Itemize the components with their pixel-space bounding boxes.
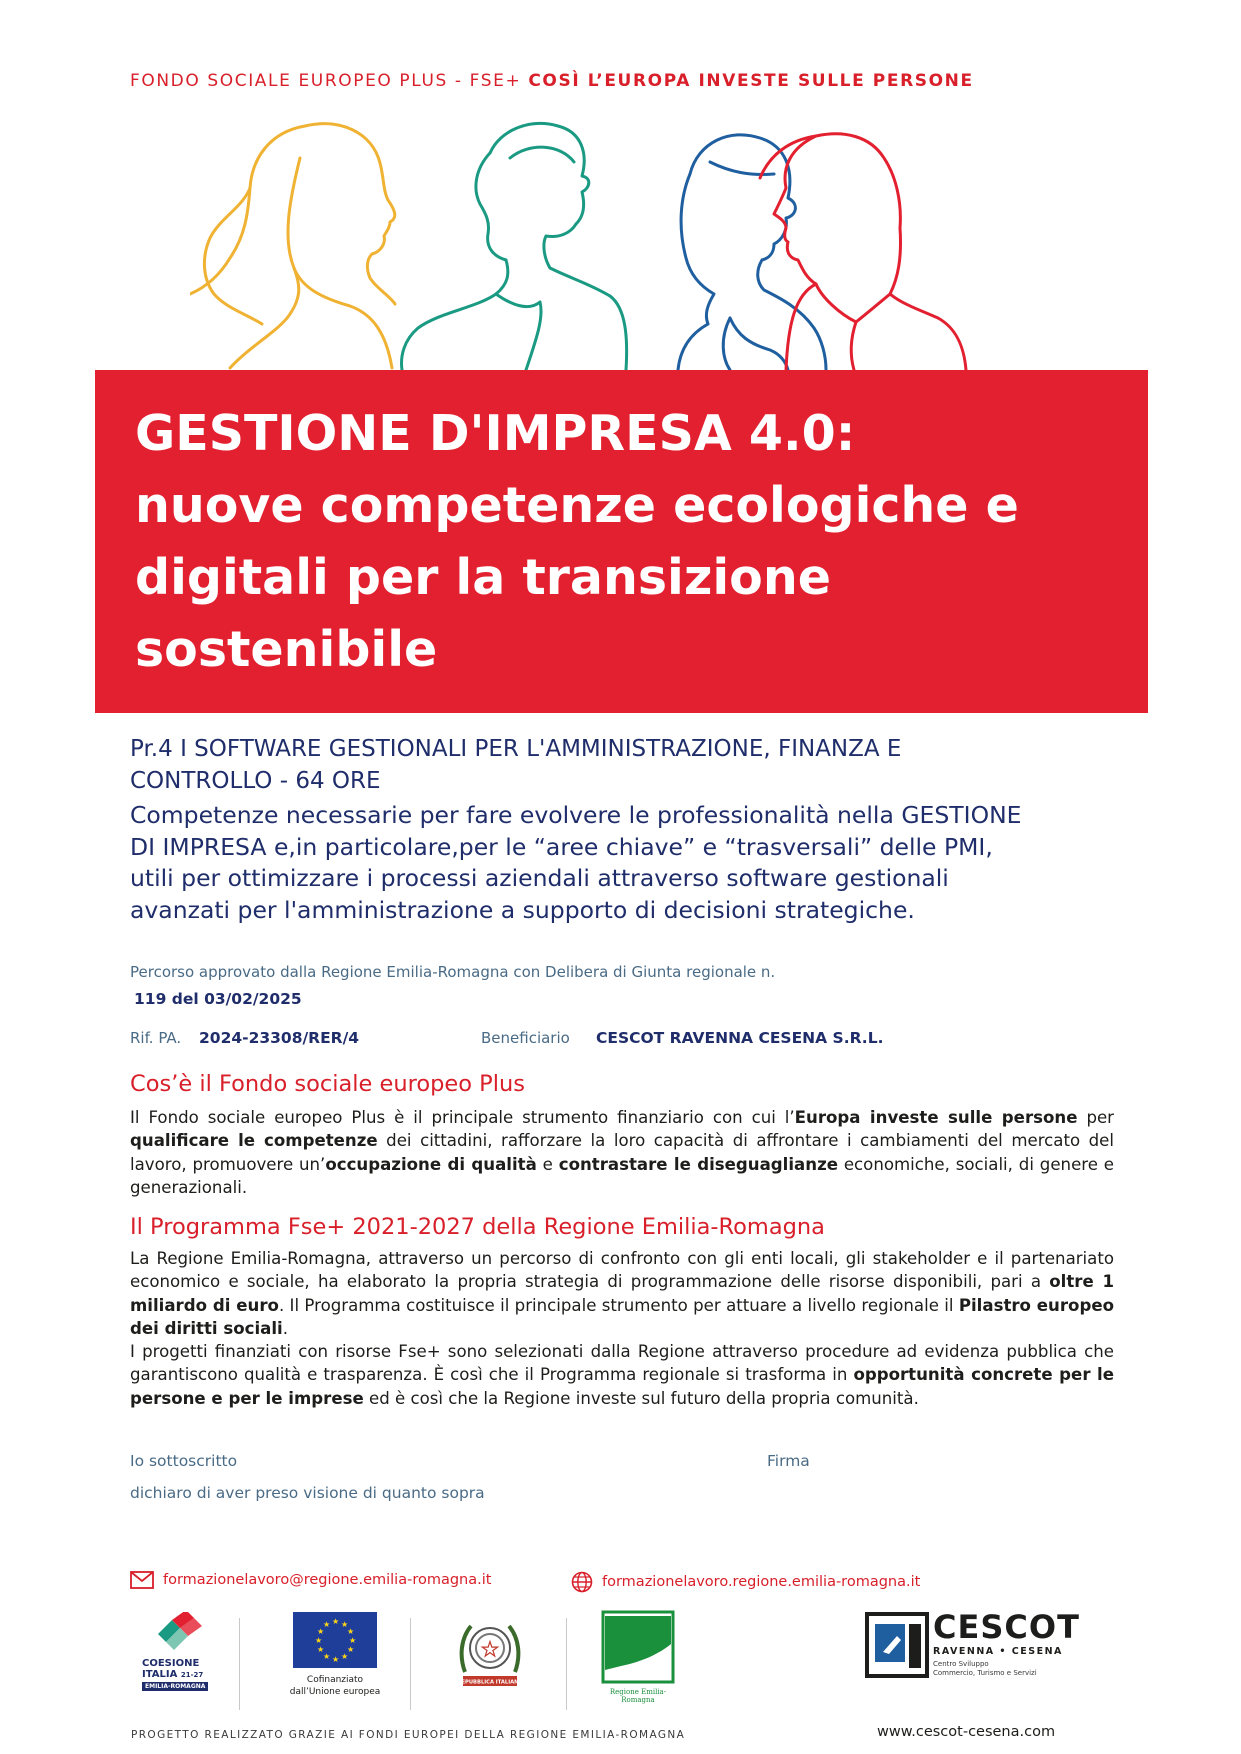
title-banner xyxy=(95,370,1148,713)
email-contact[interactable] xyxy=(130,1571,491,1589)
approval-text: Percorso approvato dalla Regione Emilia-Romagna con Delibera di Giunta regionale n. xyxy=(130,963,776,981)
coesione-italia-logo xyxy=(130,1608,220,1708)
svg-text:★: ★ xyxy=(315,1636,323,1645)
title-line-3: digitali per la transizione xyxy=(135,549,831,606)
course-description xyxy=(130,800,1130,926)
beneficiario-value: CESCOT RAVENNA CESENA S.R.L. xyxy=(596,1029,884,1047)
eu-line-1: Cofinanziato xyxy=(306,1675,364,1685)
section-programma-text: La Regione Emilia-Romagna, attraverso un percorso di confronto con gli enti locali, gli stakeholder e il partenariato economico e sociale, ha elaborato la propria strategia di programmazione delle risorse disponibili, pari a oltre 1 miliardo di euro. Il Programma costituisce il principale strumento per attuare a livello regionale il Pilastro europeo dei diritti sociali. I progetti finanziati con risorse Fse+ sono selezionati dalla Regione attraverso procedure ad evidenza pubblica che garantiscono qualità e trasparenza. È così che il Programma regionale si trasforma in opportunità concrete per le persone e per le imprese ed è così che la Regione investe sul futuro della propria comunità. xyxy=(130,1249,1114,1408)
footer-url[interactable]: www.cescot-cesena.com xyxy=(877,1724,1056,1740)
person-green-icon xyxy=(402,124,627,370)
header-line xyxy=(130,71,974,91)
svg-text:★: ★ xyxy=(332,1655,340,1664)
svg-text:★: ★ xyxy=(323,1620,331,1629)
course-desc-line-2: DI IMPRESA e,in particolare,per le “aree chiave” e “trasversali” delle PMI, xyxy=(130,832,993,861)
logos-strip xyxy=(120,1608,1120,1718)
person-red-icon xyxy=(760,134,966,370)
declaration-label: dichiaro di aver preso visione di quanto sopra xyxy=(130,1484,485,1502)
beneficiario-label: Beneficiario xyxy=(481,1029,570,1047)
course-desc-line-4: avanzati per l'amministrazione a supporto di decisioni strategiche. xyxy=(130,895,915,924)
undersigned-label: Io sottoscritto xyxy=(130,1452,238,1470)
svg-text:★: ★ xyxy=(347,1627,355,1636)
regione-mark-icon xyxy=(601,1610,675,1684)
svg-text:★: ★ xyxy=(349,1636,357,1645)
page-title xyxy=(135,398,1135,686)
header-slogan: COSÌ L’EUROPA INVESTE SULLE PERSONE xyxy=(528,71,974,91)
title-line-2: nuove competenze ecologiche e xyxy=(135,477,1019,534)
person-yellow-icon xyxy=(190,124,395,368)
course-line-2: CONTROLLO - 64 ORE xyxy=(130,767,381,794)
rif-label: Rif. PA. xyxy=(130,1029,182,1047)
website-contact[interactable] xyxy=(571,1571,920,1593)
eu-line-2: dall’Unione europea xyxy=(289,1687,381,1697)
course-desc-line-1: Competenze necessarie per fare evolvere le professionalità nella GESTIONE xyxy=(130,801,1022,829)
cescot-sub-2: Commercio, Turismo e Servizi xyxy=(933,1669,1037,1677)
svg-text:★: ★ xyxy=(347,1645,355,1654)
title-line-4: sostenibile xyxy=(135,621,438,678)
fund-label: FONDO SOCIALE EUROPEO PLUS - FSE+ xyxy=(130,71,522,91)
course-line-1: Pr.4 I SOFTWARE GESTIONALI PER L'AMMINISTRAZIONE, FINANZA E xyxy=(130,736,902,762)
section-fse-text: Il Fondo sociale europeo Plus è il principale strumento finanziario con cui l’Europa investe sulle persone per qualificare le competenze dei cittadini, rafforzare la loro capacità di affrontare i cambiamenti del mercato del lavoro, promuovere un’occupazione di qualità e contrastare le diseguaglianze economiche, sociali, di genere e generazionali. xyxy=(130,1108,1115,1197)
course-desc-line-3: utili per ottimizzare i processi aziendali attraverso software gestionali xyxy=(130,864,949,892)
republic-text: REPUBBLICA ITALIANA xyxy=(457,1679,523,1686)
svg-text:★: ★ xyxy=(341,1652,349,1661)
coesione-region: EMILIA-ROMAGNA xyxy=(142,1682,208,1691)
footer-project-text: PROGETTO REALIZZATO GRAZIE AI FONDI EUROPEI DELLA REGIONE EMILIA-ROMAGNA xyxy=(131,1729,686,1741)
coesione-line-1: COESIONE xyxy=(142,1658,200,1669)
coesione-years: 21-27 xyxy=(180,1671,204,1679)
logo-divider xyxy=(566,1618,567,1710)
rif-value: 2024-23308/RER/4 xyxy=(199,1029,360,1047)
eu-flag-icon xyxy=(293,1612,377,1668)
svg-text:★: ★ xyxy=(332,1617,340,1626)
svg-text:★: ★ xyxy=(481,1637,499,1661)
republic-emblem-icon xyxy=(455,1612,525,1702)
section-programma-title: Il Programma Fse+ 2021-2027 della Regione Emilia-Romagna xyxy=(130,1214,825,1240)
italian-republic-logo xyxy=(450,1608,530,1708)
eu-logo xyxy=(280,1608,390,1708)
regione-emilia-romagna-logo xyxy=(598,1608,678,1708)
firma-label: Firma xyxy=(767,1452,810,1470)
svg-text:★: ★ xyxy=(323,1652,331,1661)
website-link[interactable]: formazionelavoro.regione.emilia-romagna.it xyxy=(602,1574,921,1590)
svg-text:★: ★ xyxy=(341,1620,349,1629)
logo-divider xyxy=(239,1618,240,1710)
people-illustration xyxy=(190,118,1010,373)
cescot-city: RAVENNA • CESENA xyxy=(933,1646,1063,1657)
cescot-name: CESCOT xyxy=(933,1608,1080,1646)
email-link[interactable]: formazionelavoro@regione.emilia-romagna.it xyxy=(163,1572,492,1588)
section-fse-title: Cos’è il Fondo sociale europeo Plus xyxy=(130,1071,525,1097)
svg-text:★: ★ xyxy=(317,1627,325,1636)
globe-icon xyxy=(571,1571,593,1593)
cescot-sub-1: Centro Sviluppo xyxy=(933,1660,989,1668)
regione-label: Regione Emilia-Romagna xyxy=(609,1688,667,1704)
cescot-logo xyxy=(865,1608,1080,1708)
svg-text:★: ★ xyxy=(317,1645,325,1654)
logo-divider xyxy=(410,1618,411,1710)
person-blue-icon xyxy=(678,135,826,370)
coesione-mark-icon xyxy=(148,1612,208,1656)
delibera-number: 119 del 03/02/2025 xyxy=(134,990,302,1008)
course-title xyxy=(130,734,1130,797)
email-icon xyxy=(130,1571,154,1589)
cescot-mark-icon xyxy=(865,1612,929,1678)
title-line-1: GESTIONE D'IMPRESA 4.0: xyxy=(135,405,856,462)
coesione-line-2: ITALIA xyxy=(142,1669,178,1680)
